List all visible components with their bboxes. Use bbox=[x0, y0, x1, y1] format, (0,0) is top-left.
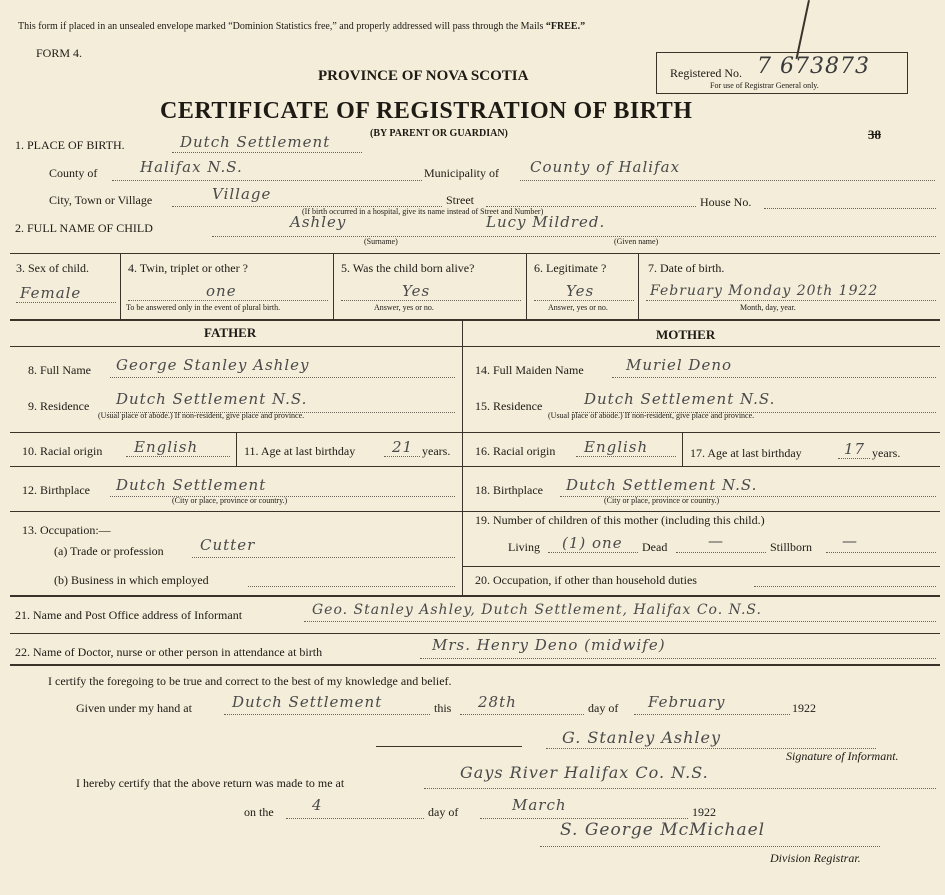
place-of-birth-label: 1. PLACE OF BIRTH. bbox=[15, 138, 125, 152]
registrar-day-value: 4 bbox=[312, 796, 323, 814]
father-residence-label: 9. Residence bbox=[28, 399, 90, 413]
mother-years-label: years. bbox=[872, 446, 901, 460]
child-name-label: 2. FULL NAME OF CHILD bbox=[15, 221, 153, 235]
mother-residence-value: Dutch Settlement N.S. bbox=[584, 390, 776, 408]
stillborn-label: Stillborn bbox=[770, 540, 813, 554]
informant-certification-text: I certify the foregoing to be true and correct to the best of my knowledge and belief. bbox=[48, 674, 452, 688]
mother-age-value: 17 bbox=[844, 440, 866, 458]
stillborn-value: — bbox=[842, 532, 858, 550]
twin-label: 4. Twin, triplet or other ? bbox=[128, 261, 248, 275]
certificate-title: CERTIFICATE OF REGISTRATION OF BIRTH bbox=[160, 98, 693, 124]
dead-label: Dead bbox=[642, 540, 668, 554]
father-name-value: George Stanley Ashley bbox=[116, 356, 310, 374]
birth-date-note: Month, day, year. bbox=[740, 303, 796, 312]
child-surname: Ashley bbox=[290, 213, 347, 231]
mother-birthplace-label: 18. Birthplace bbox=[475, 483, 543, 497]
father-residence-note: (Usual place of abode.) If non-resident, give place and province. bbox=[98, 411, 305, 420]
postal-notice: This form if placed in an unsealed envelope marked “Dominion Statistics free,” and properly addressed will pass through the Mails “FREE.” bbox=[18, 21, 586, 32]
children-count-label: 19. Number of children of this mother (including this child.) bbox=[475, 513, 765, 527]
registrar-signature-label: Division Registrar. bbox=[770, 851, 861, 865]
mother-residence-label: 15. Residence bbox=[475, 399, 543, 413]
sex-value: Female bbox=[20, 284, 82, 302]
father-racial-origin-label: 10. Racial origin bbox=[22, 444, 103, 458]
pen-stroke bbox=[796, 0, 810, 59]
father-heading: FATHER bbox=[204, 325, 257, 340]
form-number: FORM 4. bbox=[36, 46, 83, 60]
birth-date-value: February Monday 20th 1922 bbox=[650, 283, 879, 299]
county-value: Halifax N.S. bbox=[140, 158, 243, 176]
father-birthplace-value: Dutch Settlement bbox=[116, 476, 267, 494]
sex-label: 3. Sex of child. bbox=[16, 261, 89, 275]
city-town-village-label: City, Town or Village bbox=[49, 193, 153, 207]
registrar-certification-text: I hereby certify that the above return was made to me at bbox=[76, 776, 345, 790]
surname-note: (Surname) bbox=[364, 237, 398, 246]
dead-value: — bbox=[708, 532, 724, 550]
house-number-label: House No. bbox=[700, 195, 752, 209]
father-birthplace-note: (City or place, province or country.) bbox=[172, 496, 288, 505]
mother-racial-origin-value: English bbox=[584, 438, 649, 456]
municipality-label: Municipality of bbox=[424, 166, 499, 180]
attendant-value: Mrs. Henry Deno (midwife) bbox=[432, 636, 666, 654]
trade-label: (a) Trade or profession bbox=[54, 544, 164, 558]
legitimate-note: Answer, yes or no. bbox=[548, 303, 608, 312]
informant-value: Geo. Stanley Ashley, Dutch Settlement, Halifax Co. N.S. bbox=[312, 602, 762, 618]
mother-birthplace-note: (City or place, province or country.) bbox=[604, 496, 720, 505]
mother-name-label: 14. Full Maiden Name bbox=[475, 363, 584, 377]
born-alive-label: 5. Was the child born alive? bbox=[341, 261, 475, 275]
registrar-day-of-label: day of bbox=[428, 805, 459, 819]
registrar-place-value: Gays River Halifax Co. N.S. bbox=[460, 763, 709, 782]
on-the-label: on the bbox=[244, 805, 274, 819]
born-alive-note: Answer, yes or no. bbox=[374, 303, 434, 312]
given-day-value: 28th bbox=[478, 693, 517, 711]
mother-name-value: Muriel Deno bbox=[626, 356, 733, 374]
corner-mark: 38 bbox=[868, 127, 881, 142]
informant-signature: G. Stanley Ashley bbox=[562, 728, 722, 747]
father-age-value: 21 bbox=[392, 438, 414, 456]
father-age-label: 11. Age at last birthday bbox=[244, 444, 356, 458]
city-town-village-value: Village bbox=[212, 185, 272, 203]
informant-signature-label: Signature of Informant. bbox=[786, 749, 899, 763]
registrar-signature: S. George McMichael bbox=[560, 820, 766, 840]
hospital-note: (If birth occurred in a hospital, give its name instead of Street and Number) bbox=[302, 207, 544, 216]
born-alive-value: Yes bbox=[402, 282, 431, 300]
attendant-label: 22. Name of Doctor, nurse or other person in attendance at birth bbox=[15, 645, 323, 659]
father-birthplace-label: 12. Birthplace bbox=[22, 483, 90, 497]
place-of-birth-value: Dutch Settlement bbox=[180, 133, 331, 151]
county-label: County of bbox=[49, 166, 98, 180]
given-year-value: 1922 bbox=[792, 701, 816, 715]
given-day-of-label: day of bbox=[588, 701, 619, 715]
twin-note: To be answered only in the event of plural birth. bbox=[126, 303, 281, 312]
registrar-general-note: For use of Registrar General only. bbox=[710, 81, 819, 90]
father-years-label: years. bbox=[422, 444, 451, 458]
father-residence-value: Dutch Settlement N.S. bbox=[116, 390, 308, 408]
mother-residence-note: (Usual place of abode.) If non-resident, give place and province. bbox=[548, 411, 755, 420]
father-racial-origin-value: English bbox=[134, 438, 199, 456]
mother-age-label: 17. Age at last birthday bbox=[690, 446, 802, 460]
child-given-name: Lucy Mildred. bbox=[486, 213, 606, 231]
registrar-month-value: March bbox=[512, 796, 567, 814]
municipality-value: County of Halifax bbox=[530, 158, 681, 176]
province-heading: PROVINCE OF NOVA SCOTIA bbox=[318, 68, 529, 84]
trade-value: Cutter bbox=[200, 536, 256, 554]
this-label: this bbox=[434, 701, 452, 715]
twin-value: one bbox=[206, 282, 237, 300]
living-label: Living bbox=[508, 540, 540, 554]
street-label: Street bbox=[446, 193, 474, 207]
informant-label: 21. Name and Post Office address of Informant bbox=[15, 608, 243, 622]
certificate-subtitle: (BY PARENT OR GUARDIAN) bbox=[370, 128, 508, 139]
legitimate-label: 6. Legitimate ? bbox=[534, 261, 607, 275]
birth-date-label: 7. Date of birth. bbox=[648, 261, 725, 275]
mother-occupation-label: 20. Occupation, if other than household duties bbox=[475, 573, 697, 587]
registrar-year-value: 1922 bbox=[692, 805, 716, 819]
given-name-note: (Given name) bbox=[614, 237, 659, 246]
father-name-label: 8. Full Name bbox=[28, 363, 91, 377]
mother-racial-origin-label: 16. Racial origin bbox=[475, 444, 556, 458]
mother-heading: MOTHER bbox=[656, 327, 716, 342]
legitimate-value: Yes bbox=[566, 282, 595, 300]
registered-number-value: 7 673873 bbox=[757, 54, 870, 79]
business-label: (b) Business in which employed bbox=[54, 573, 209, 587]
registered-number-label: Registered No. bbox=[670, 66, 742, 80]
mother-birthplace-value: Dutch Settlement N.S. bbox=[566, 476, 758, 494]
living-value: (1) one bbox=[562, 534, 623, 552]
given-place-value: Dutch Settlement bbox=[232, 693, 383, 711]
occupation-label: 13. Occupation:— bbox=[22, 523, 111, 537]
given-under-hand-label: Given under my hand at bbox=[76, 701, 192, 715]
given-month-value: February bbox=[648, 693, 726, 711]
